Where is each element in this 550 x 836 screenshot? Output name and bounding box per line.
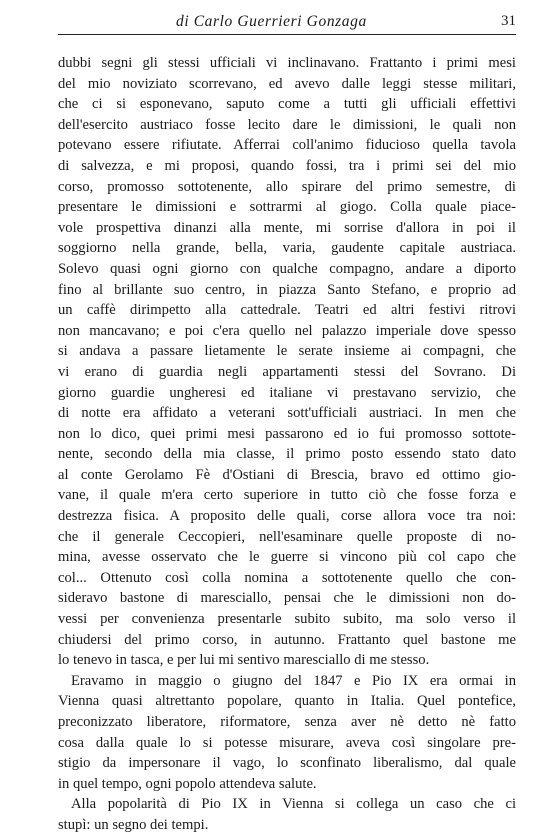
- text-line: Solevo quasi ogni giorno con qualche compagno, andare a diporto: [58, 260, 516, 277]
- text-line: stupì: un segno dei tempi.: [58, 816, 209, 833]
- text-line: lo tenevo in tasca, e per lui mi sentivo maresciallo di me stesso.: [58, 652, 430, 669]
- text-line: stigio da impersonare il vago, lo sconfinato liberalismo, dal quale: [58, 755, 516, 772]
- text-line: mina, avesse osservato che le guerre si vincono più col capo che: [58, 549, 516, 566]
- running-title: di Carlo Guerrieri Gonzaga: [176, 13, 367, 30]
- text-line: vessi per convenienza presentarle subito subito, ma solo verso il: [58, 611, 516, 628]
- text-line: corso, promosso sottotenente, allo spirare del primo semestre, di: [58, 178, 516, 195]
- text-line: Eravamo in maggio o giugno del 1847 e Pio IX era ormai in: [71, 672, 516, 689]
- paragraph-2: [58, 671, 516, 795]
- text-line: si andava a passare lietamente le serate insieme ai compagni, che: [58, 343, 516, 360]
- text-line: cosa dalla quale lo si potesse misurare, aveva così singolare pre-: [58, 734, 516, 751]
- paragraph-3: [58, 794, 516, 835]
- text-line: vane, il quale m'era certo superiore in tutto ciò che fosse forza e: [58, 487, 516, 504]
- text-line: nente, secondo della mia classe, il primo posto essendo stato dato: [58, 446, 516, 463]
- text-line: vi erano di guardia negli appartamenti stessi del Sovrano. Di: [58, 363, 516, 380]
- text-line: destrezza fisica. A proposito delle quali, corse allora voce tra noi:: [58, 508, 516, 525]
- text-line: presentare le dimissioni e sottrarmi al giogo. Colla quale piace-: [58, 199, 516, 216]
- text-line: fino al brillante suo centro, in piazza Santo Stefano, e proprio ad: [58, 281, 516, 298]
- text-line: dell'esercito austriaco fosse lecito dare le dimissioni, le quali non: [58, 116, 516, 133]
- text-line: soggiorno nella grande, bella, varia, gaudente capitale austriaca.: [58, 240, 516, 257]
- text-line: che ci si esponevano, saputo come a tutti gli ufficiali effettivi: [58, 96, 516, 113]
- text-line: sideravo bastone di maresciallo, pensai che le dimissioni non do-: [58, 590, 516, 607]
- body-text: [58, 53, 516, 836]
- text-line: Alla popolarità di Pio IX in Vienna si collega un caso che ci: [71, 796, 516, 813]
- paragraph-1: [58, 53, 516, 671]
- text-line: vole prospettiva dinanzi alla mente, mi sorrise d'allora in poi il: [58, 219, 516, 236]
- text-line: Vienna quasi altrettanto popolare, quanto in Italia. Quel pontefice,: [58, 693, 516, 710]
- text-line: di notte era affidato a veterani sott'ufficiali austriaci. In men che: [58, 405, 516, 422]
- text-line: che il generale Ceccopieri, nell'esaminare quelle proposte di no-: [58, 528, 516, 545]
- page-number: 31: [501, 13, 516, 29]
- text-line: di salvezza, e mi proposi, quando fossi, tra i primi sei del mio: [58, 157, 516, 174]
- text-line: dubbi segni gli stessi ufficiali vi inclinavano. Frattanto i primi mesi: [58, 55, 516, 71]
- text-line: potevano essere rifiutate. Afferrai coll'animo fiducioso quella tavola: [58, 137, 516, 154]
- text-line: preconizzato liberatore, riformatore, senza aver nè detto nè fatto: [58, 714, 516, 730]
- text-line: un caffè dirimpetto alla cattedrale. Teatri ed altri festivi ritrovi: [58, 302, 516, 319]
- text-line: col... Ottenuto così colla nomina a sottotenente quello che con-: [58, 569, 516, 586]
- text-line: non lo dico, quei primi mesi passarono ed io fui promosso sottote-: [58, 425, 516, 442]
- text-line: in quel tempo, ogni popolo attendeva salute.: [58, 775, 317, 792]
- text-line: giorno guardie ungheresi ed italiane vi prestavano servizio, che: [58, 384, 516, 401]
- text-line: al conte Gerolamo Fè d'Ostiani di Brescia, bravo ed ottimo gio-: [58, 466, 516, 483]
- text-line: del mio noviziato scorrevano, ed avevo dalle leggi stesse militari,: [58, 75, 516, 92]
- text-line: non mancavano; e poi c'era quello nel palazzo imperiale dove spesso: [58, 322, 516, 339]
- text-line: chiudersi del primo corso, in autunno. Frattanto quel bastone me: [58, 631, 516, 648]
- running-head: [58, 12, 516, 35]
